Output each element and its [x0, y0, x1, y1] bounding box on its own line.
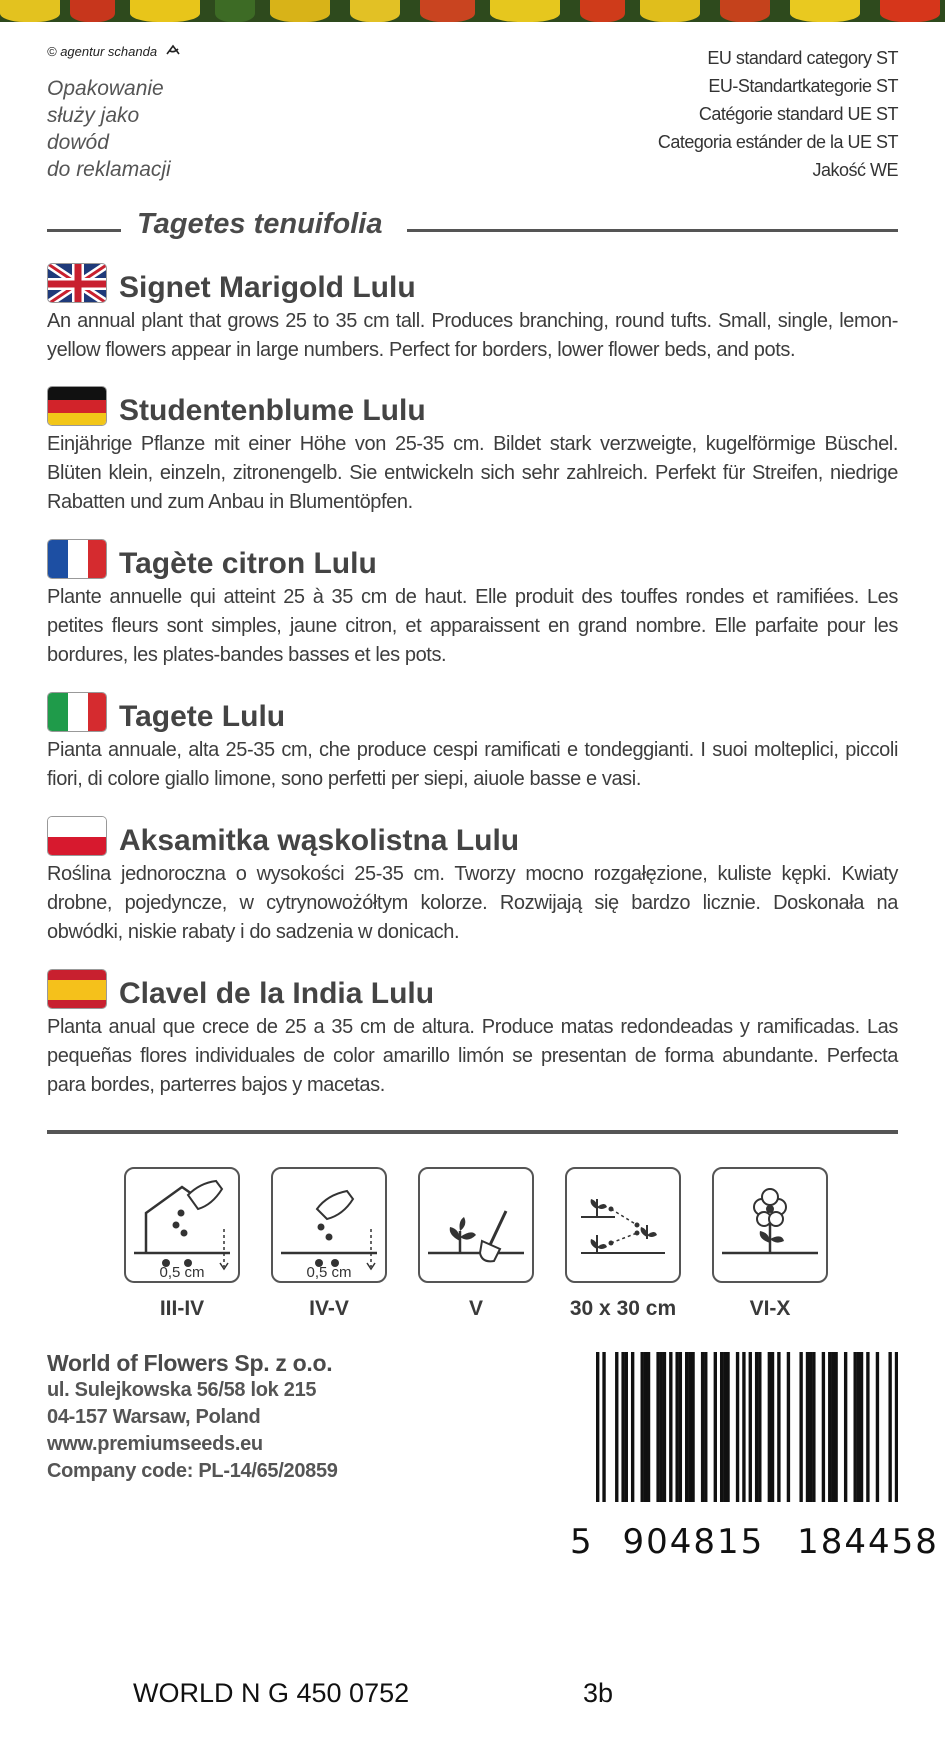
heading-rule	[47, 229, 121, 232]
language-title: Tagete Lulu	[119, 700, 286, 733]
barcode-bar	[742, 1352, 745, 1502]
receipt-line: do reklamacji	[47, 158, 171, 181]
barcode-bar	[755, 1352, 758, 1502]
standard-categories	[658, 44, 898, 184]
barcode-bar	[895, 1352, 898, 1502]
poland-flag-icon	[47, 816, 107, 856]
sowing-instructions	[124, 1167, 828, 1327]
transplant-icon	[418, 1167, 534, 1283]
barcode-bar	[631, 1352, 634, 1502]
barcode-bar	[806, 1352, 809, 1502]
language-description: Einjährige Pflanze mit einer Höhe von 25-35 cm. Bildet stark verzweigte, kugelförmige Büschel. Blüten klein, einzeln, zitronengelb. Sie entwickeln sich sehr zahlreich. Perfekt für Streifen, niedrige Rabatten und zum Anbau in Blumentöpfen.	[47, 433, 898, 513]
company-street: ul. Sulejkowska 56/58 lok 215	[47, 1379, 317, 1401]
language-description: Roślina jednoroczna o wysokości 25-35 cm. Tworzy mocno rozgałęzione, kuliste kępki. Kwiaty drobne, pojedyncze, w cytrynowożółtym kolorze. Rozwijają się bardzo licznie. Doskonała na obwódki, niskie rabaty i do sadzenia w donicach.	[47, 863, 898, 943]
depth-label: 0,5 cm	[306, 1264, 352, 1281]
barcode-bar	[860, 1352, 863, 1502]
barcode-bar	[768, 1352, 771, 1502]
barcode-bar	[660, 1352, 663, 1502]
category-line: EU-Standartkategorie ST	[708, 76, 898, 96]
category-line: Catégorie standard UE ST	[698, 104, 898, 124]
barcode-bar	[675, 1352, 678, 1502]
barcode-bar	[704, 1352, 707, 1502]
receipt-notice	[47, 75, 171, 183]
language-description: Plante annuelle qui atteint 25 à 35 cm de haut. Elle produit des touffes rondes et ramifiées. Les petites fleurs sont simples, jaune citron, et apparaissent en grand nombre. Elle parfaite pour les bordures, les plates-bandes basses et les pots.	[47, 586, 898, 666]
barcode-bar	[831, 1352, 834, 1502]
company-code: Company code: PL-14/65/20859	[47, 1460, 338, 1482]
icon-caption: III-IV	[159, 1297, 205, 1320]
company-city: 04-157 Warsaw, Poland	[47, 1406, 261, 1428]
receipt-line: dowód	[47, 131, 109, 154]
language-title: Signet Marigold Lulu	[119, 271, 416, 304]
barcode-bar	[663, 1352, 666, 1502]
barcode-bar	[714, 1352, 717, 1502]
company-address	[47, 1350, 338, 1485]
germany-flag-icon	[47, 386, 107, 426]
sow-outdoors-icon	[271, 1167, 387, 1283]
barcode-bar	[853, 1352, 856, 1502]
icon-caption: IV-V	[309, 1297, 349, 1320]
barcode-bar	[615, 1352, 618, 1502]
latin-name-heading	[47, 208, 898, 248]
barcode-bar	[834, 1352, 837, 1502]
product-code: WORLD N G 450 0752	[133, 1678, 410, 1708]
language-title: Tagète citron Lulu	[119, 547, 377, 580]
icon-caption: V	[468, 1297, 483, 1320]
barcode-bar	[771, 1352, 774, 1502]
barcode-bar	[857, 1352, 860, 1502]
company-name: World of Flowers Sp. z o.o.	[47, 1350, 333, 1376]
heading-rule	[407, 229, 898, 232]
sow-indoors-icon	[124, 1167, 240, 1283]
icon-caption: 30 x 30 cm	[569, 1297, 677, 1320]
barcode-bar	[758, 1352, 761, 1502]
barcode-bar	[656, 1352, 659, 1502]
spain-flag-icon	[47, 969, 107, 1009]
section-divider	[47, 1130, 898, 1134]
barcode-bar	[625, 1352, 628, 1502]
language-description: Pianta annuale, alta 25-35 cm, che produce cespi ramificati e tondeggianti. I suoi molteplici, piccoli fiori, di colore giallo limone, sono perfetti per siepi, aiuole basse e vasi.	[47, 739, 898, 790]
spacing-icon	[565, 1167, 681, 1283]
depth-label: 0,5 cm	[159, 1264, 205, 1281]
barcode-bar	[621, 1352, 624, 1502]
barcode-bar	[809, 1352, 812, 1502]
barcode-bar	[844, 1352, 847, 1502]
language-title: Clavel de la India Lulu	[119, 977, 435, 1010]
barcode-bar	[749, 1352, 752, 1502]
barcode-right-group: 184458	[797, 1522, 939, 1562]
barcode-bar	[828, 1352, 831, 1502]
category-line: Categoria estánder de la UE ST	[657, 132, 898, 152]
category-line: EU standard category ST	[707, 48, 898, 68]
language-title: Aksamitka wąskolistna Lulu	[119, 824, 520, 857]
copyright-notice	[47, 44, 181, 59]
barcode-bar	[602, 1352, 605, 1502]
barcode-bar	[669, 1352, 672, 1502]
barcode-bar	[647, 1352, 650, 1502]
language-description: An annual plant that grows 25 to 35 cm tall. Produces branching, round tufts. Small, single, lemon-yellow flowers appear in large numbers. Perfect for borders, lower flower beds, and pots.	[47, 310, 898, 361]
barcode-number	[570, 1522, 939, 1562]
barcode-bar	[736, 1352, 739, 1502]
barcode	[596, 1352, 898, 1502]
barcode-left-group: 904815	[622, 1522, 765, 1562]
category-line: Jakość WE	[812, 160, 898, 180]
flowering-icon	[712, 1167, 828, 1283]
italy-flag-icon	[47, 692, 107, 732]
barcode-bar	[866, 1352, 869, 1502]
barcode-bar	[822, 1352, 825, 1502]
barcode-bar	[688, 1352, 691, 1502]
icon-caption: VI-X	[749, 1297, 791, 1320]
company-website[interactable]: www.premiumseeds.eu	[47, 1433, 263, 1455]
uk-flag-icon	[47, 263, 107, 303]
barcode-bar	[876, 1352, 879, 1502]
barcode-bar	[701, 1352, 704, 1502]
barcode-bar	[644, 1352, 647, 1502]
print-version: 3b	[583, 1678, 614, 1708]
language-description: Planta anual que crece de 25 a 35 cm de altura. Produce matas redondeadas y ramificadas. Las pequeñas flores individuales de color amarillo limón se presentan de forma abundante. Perfecta para bordes, parterres bajos y macetas.	[47, 1016, 898, 1096]
barcode-bar	[720, 1352, 723, 1502]
flower-photo-strip	[0, 0, 945, 22]
barcode-bar	[777, 1352, 780, 1502]
barcode-bar	[787, 1352, 790, 1502]
receipt-line: Opakowanie	[47, 77, 164, 100]
barcode-bar	[596, 1352, 599, 1502]
copyright-text: © agentur schanda	[47, 44, 158, 59]
france-flag-icon	[47, 539, 107, 579]
latin-name: Tagetes tenuifolia	[137, 208, 383, 240]
barcode-bar	[723, 1352, 726, 1502]
barcode-first-digit: 5	[570, 1522, 594, 1562]
barcode-bar	[679, 1352, 682, 1502]
publisher-logo-icon	[165, 44, 181, 59]
barcode-bar	[726, 1352, 729, 1502]
receipt-line: służy jako	[47, 104, 140, 127]
barcode-bar	[641, 1352, 644, 1502]
barcode-bar	[812, 1352, 815, 1502]
barcode-bar	[799, 1352, 802, 1502]
barcode-bar	[685, 1352, 688, 1502]
barcode-bar	[888, 1352, 891, 1502]
language-title: Studentenblume Lulu	[119, 394, 426, 427]
barcode-bar	[691, 1352, 694, 1502]
